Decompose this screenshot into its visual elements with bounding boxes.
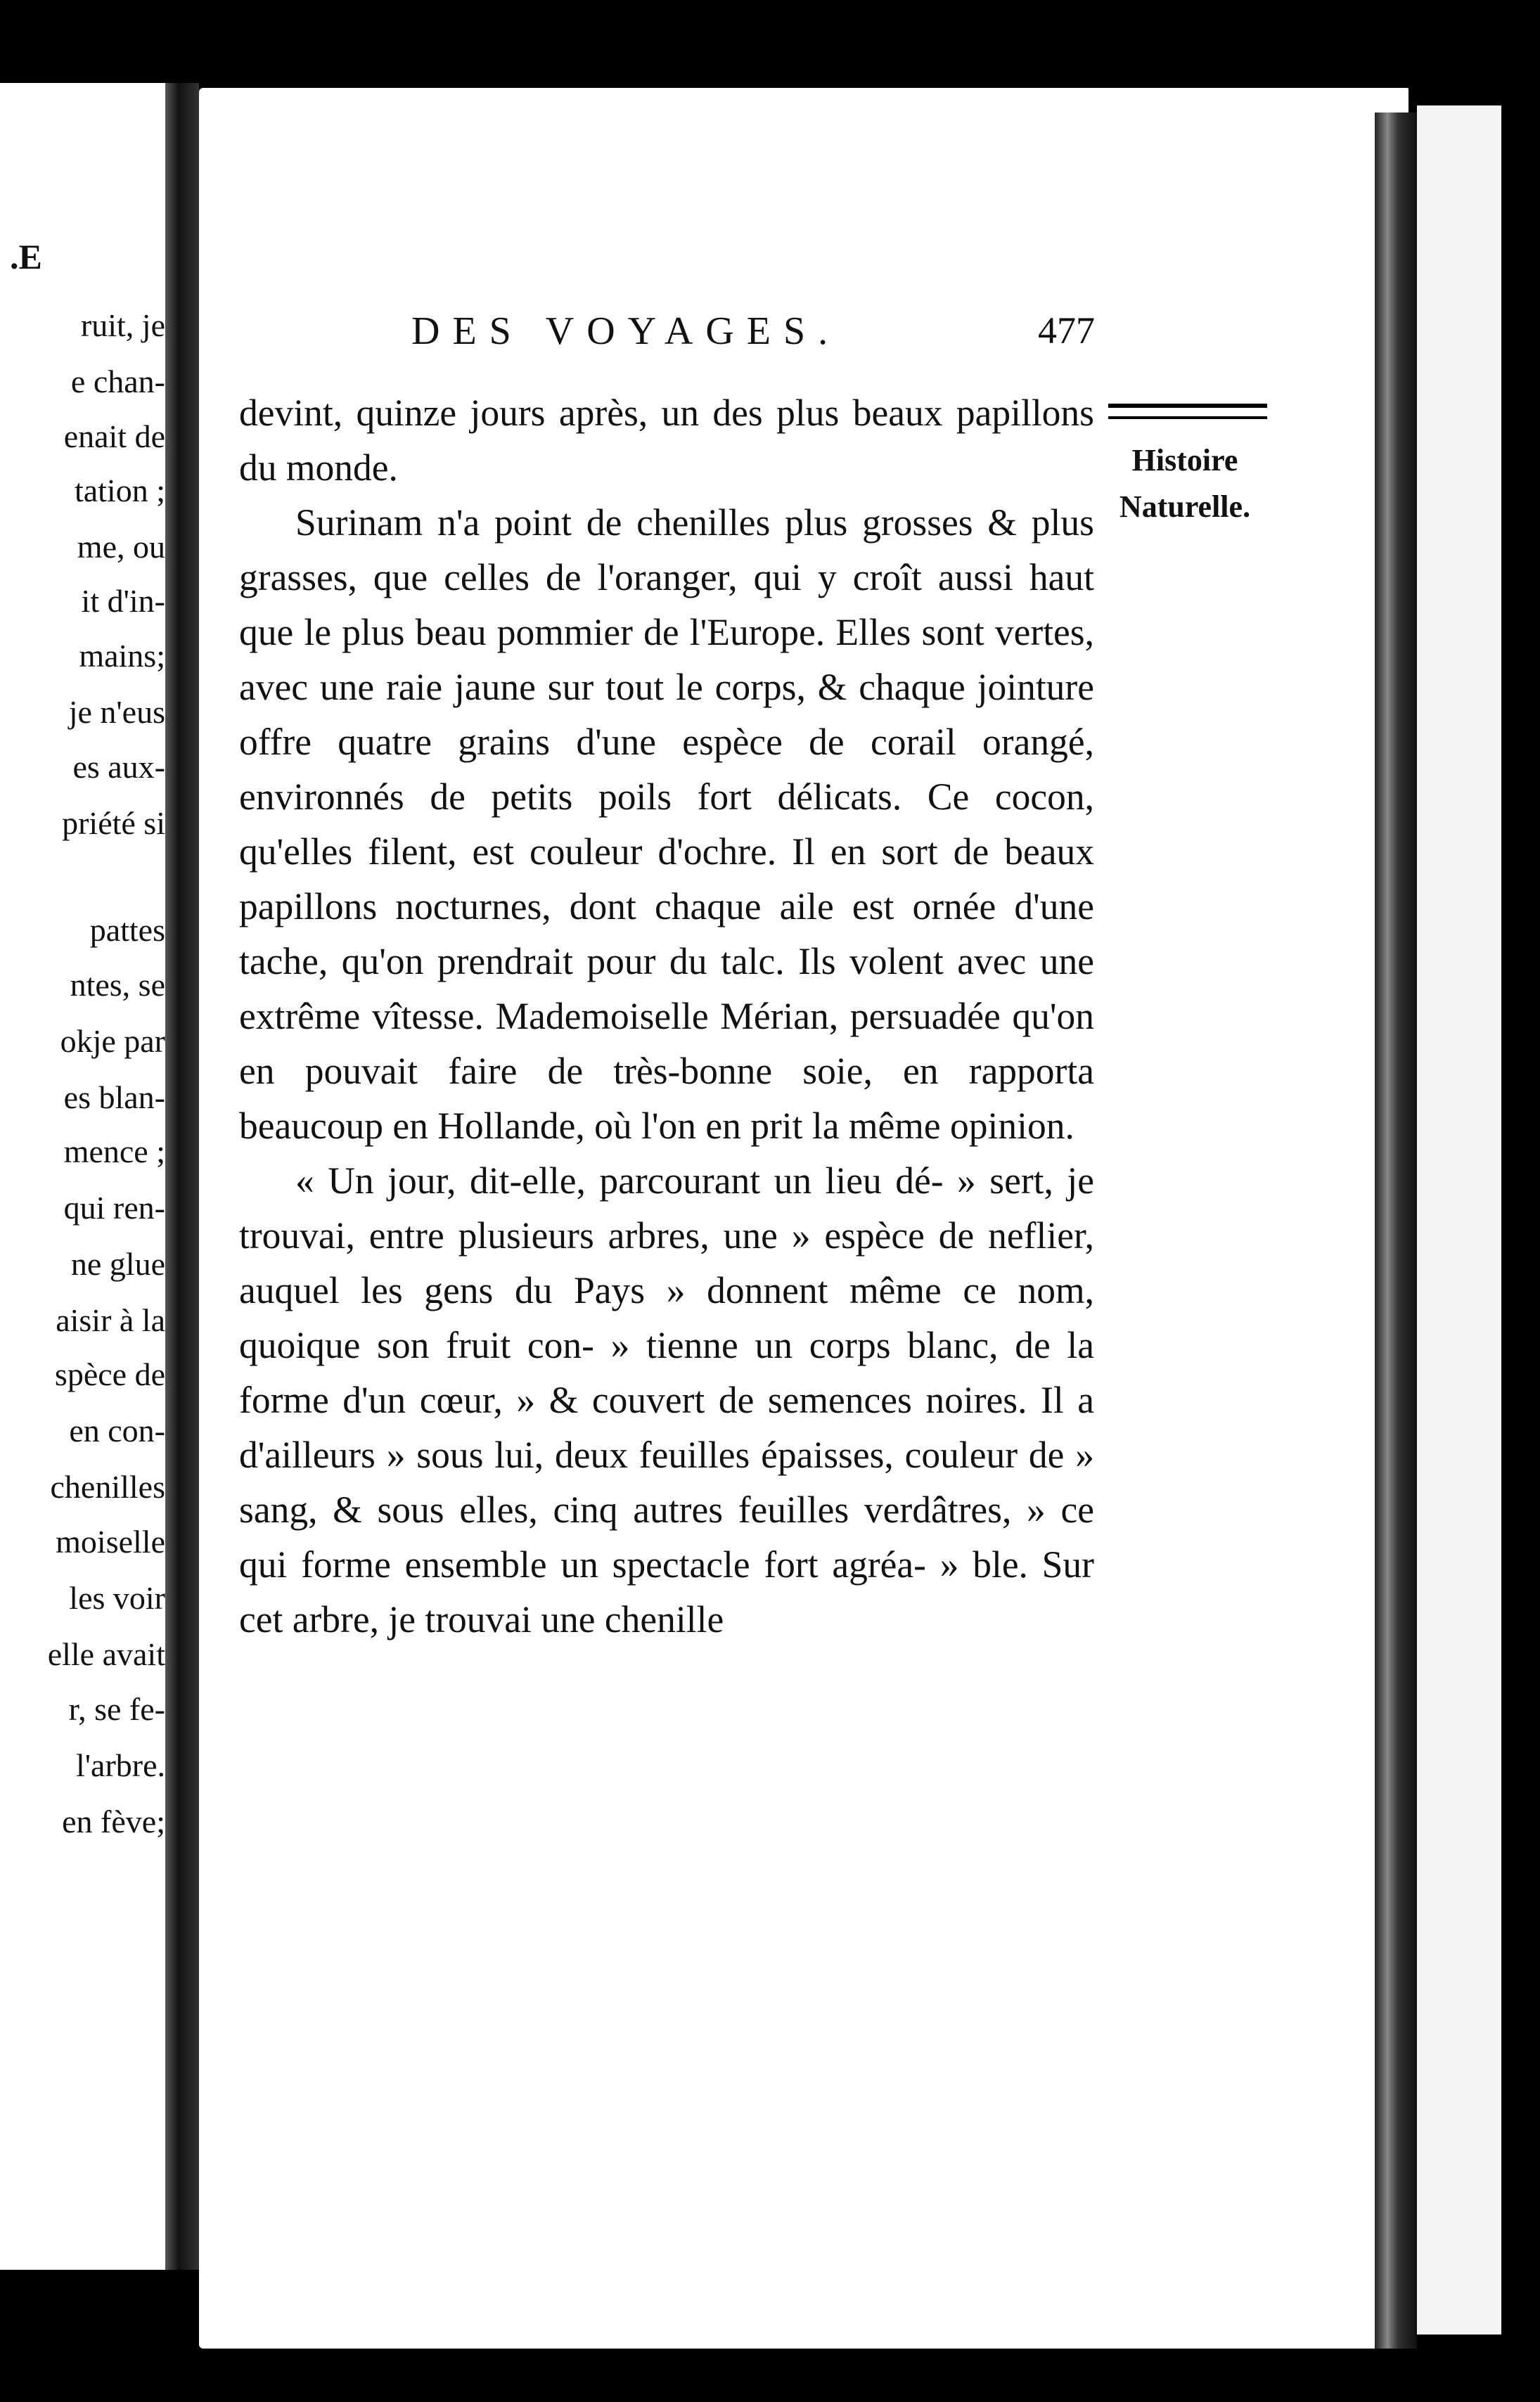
page-header	[411, 309, 1095, 361]
adjacent-page-fragment: tation ;	[74, 473, 165, 508]
adjacent-page-fragment: les voir	[69, 1580, 165, 1616]
running-title: DES VOYAGES.	[411, 309, 841, 353]
page-edge-shadow	[1375, 113, 1417, 2349]
adjacent-page-fragment: en fève;	[62, 1804, 165, 1839]
adjacent-page-fragment: aisir à la	[56, 1302, 165, 1338]
adjacent-page-fragment: priété si	[62, 805, 165, 841]
adjacent-page-fragment: mains;	[79, 638, 165, 674]
margin-rule	[1108, 404, 1267, 419]
adjacent-page-fragment: ruit, je	[80, 307, 165, 343]
adjacent-page-fragment: okje par	[60, 1023, 165, 1059]
body-text	[239, 385, 1094, 1647]
page-number: 477	[1038, 309, 1095, 352]
paragraph: Surinam n'a point de chenilles plus grosses & plus grasses, que celles de l'oranger, qui y croît aussi haut que le plus beau pommier de l'Europe. Elles sont vertes, avec une raie jaune sur tout le corps, & chaque jointure offre quatre grains d'une espèce de corail orangé, environnés de petits poils fort délicats. Ce cocon, qu'elles filent, est couleur d'ochre. Il en sort de beaux papillons nocturnes, dont chaque aile est ornée d'une tache, qu'on prendrait pour du talc. Ils volent avec une extrême vîtesse. Mademoiselle Mérian, persuadée qu'on en pouvait faire de très-bonne soie, en rapporta beaucoup en Hollande, où l'on en prit la même opinion.	[239, 501, 1094, 1147]
margin-note	[1097, 437, 1273, 530]
adjacent-page-fragment: l'arbre.	[75, 1747, 165, 1783]
adjacent-page-fragment: en con-	[69, 1413, 165, 1449]
adjacent-page-fragment: es blan-	[63, 1079, 165, 1115]
adjacent-page-fragment: it d'in-	[81, 583, 165, 619]
adjacent-page-fragment: enait de	[63, 418, 165, 454]
adjacent-page-fragment: mence ;	[63, 1133, 165, 1169]
page-stack-edge	[1417, 105, 1501, 2334]
adjacent-page-fragment: moiselle	[56, 1524, 165, 1560]
margin-note-line-1: Histoire	[1131, 443, 1238, 477]
margin-note-line-2: Naturelle.	[1119, 489, 1251, 524]
adjacent-page-fragment: qui ren-	[63, 1190, 165, 1226]
adjacent-page-fragment: me, ou	[77, 529, 165, 565]
adjacent-page-fragment: je n'eus	[68, 694, 165, 730]
adjacent-page-fragment: r, se fe-	[68, 1691, 165, 1727]
adjacent-page-fragment: e chan-	[70, 364, 165, 399]
quoted-paragraph: « Un jour, dit-elle, parcourant un lieu dé- » sert, je trouvai, entre plusieurs arbres, une » espèce de neflier, auquel les gens du Pays » donnent même ce nom, quoique son fruit con- » tienne un corps blanc, de la forme d'un cœur, » & couvert de semences noires. Il a d'ailleurs » sous lui, deux feuilles épaisses, couleur de » sang, & sous elles, cinq autres feuilles verdâtres, » ce qui forme ensemble un spectacle fort agréa- » ble. Sur cet arbre, je trouvai une chenille	[239, 1160, 1094, 1640]
book-gutter	[165, 83, 199, 2270]
adjacent-page-fragment: elle avait	[47, 1636, 165, 1672]
paragraph: devint, quinze jours après, un des plus beaux papillons du monde.	[239, 392, 1094, 489]
adjacent-page-fragment: chenilles	[50, 1469, 165, 1505]
adjacent-page-fragment: spèce de	[54, 1356, 165, 1392]
adjacent-page-fragment: ntes, se	[70, 967, 165, 1003]
adjacent-page-heading: .E	[10, 237, 42, 276]
adjacent-page	[0, 83, 165, 2270]
adjacent-page-fragment: es aux-	[72, 749, 165, 785]
adjacent-page-fragment: ne glue	[70, 1246, 165, 1282]
adjacent-page-fragment: pattes	[89, 912, 165, 948]
